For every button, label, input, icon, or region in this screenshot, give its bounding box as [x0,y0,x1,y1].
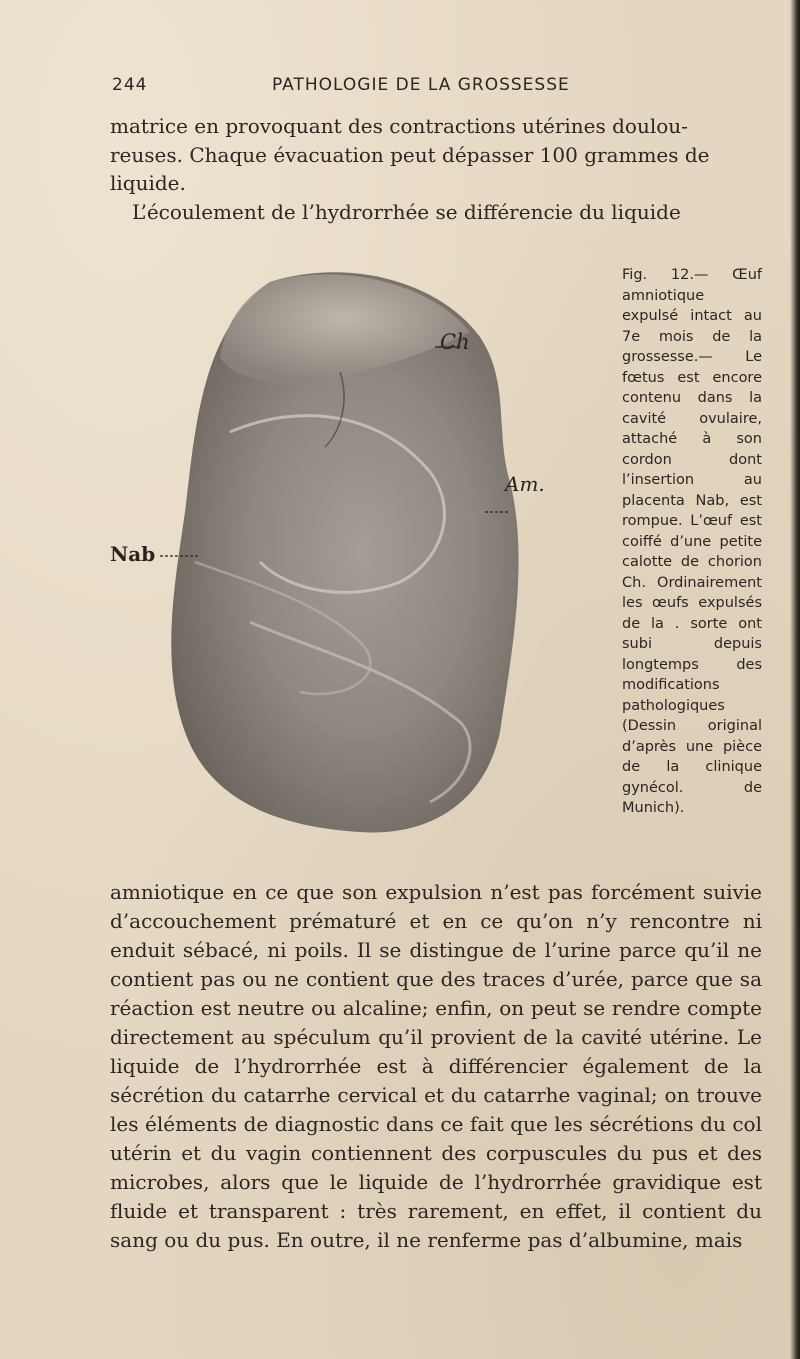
text-line: L’écoulement de l’hydrorrhée se différencie du liquide [132,199,681,224]
label-cord: Nab [110,542,156,566]
page-number: 244 [112,75,148,95]
body-text: amniotique en ce que son expulsion n’est pas forcément suivie d’accouchement prématuré et en ce qu’on n’y rencontre ni enduit sébacé, ni poils. Il se distingue de l’urine parce qu’il ne contient pas ou ne contient que des traces d’urée, parce que sa réaction est neutre ou alcaline; enfin, on peut se rendre compte directement au spéculum qu’il provient de la cavité utérine. Le liquide de l’hydrorrhée est à différencier également de la sécrétion du catarrhe cervical et du catarrhe vaginal; on trouve les éléments de diagnostic dans ce fait que les sécrétions du col utérin et du vagin contiennent des corpuscules du pus et des microbes, alors que le liquide de l’hydrorrhée gravidique est fluide et transparent : très rarement, en effet, il contient du sang ou du pus. En outre, il ne renferme pas d’albumine, mais [110,880,762,1252]
figure-caption: Fig. 12.— Œuf amniotique expulsé intact au 7e mois de la grossesse.— Le fœtus est encore contenu dans la cavité ovulaire, attaché à son cordon dont l’insertion au placenta Nab, est rompue. L’œuf est coiffé d’une petite calotte de chorion Ch. Ordinairement les œufs expulsés de la . sorte ont subi depuis longtemps des modifications pathologiques (Dessin original d’après une pièce de la clinique gynécol. de Munich). [622,267,762,816]
paragraph-top [110,112,760,226]
running-head [112,75,652,105]
label-amnios: Am. [505,472,545,496]
page-edge-shadow [790,0,800,1359]
text-line: matrice en provoquant des contractions utérines doulou- [110,114,688,138]
text-line: liquide. [110,171,186,195]
label-chorion: Ch [440,330,470,354]
text-line: reuses. Chaque évacuation peut dépasser 100 grammes de [110,142,710,167]
running-title: PATHOLOGIE DE LA GROSSESSE [272,75,570,95]
paragraph-bottom [110,878,762,1255]
amniotic-egg-illustration [100,262,600,862]
figure-12 [100,262,600,862]
